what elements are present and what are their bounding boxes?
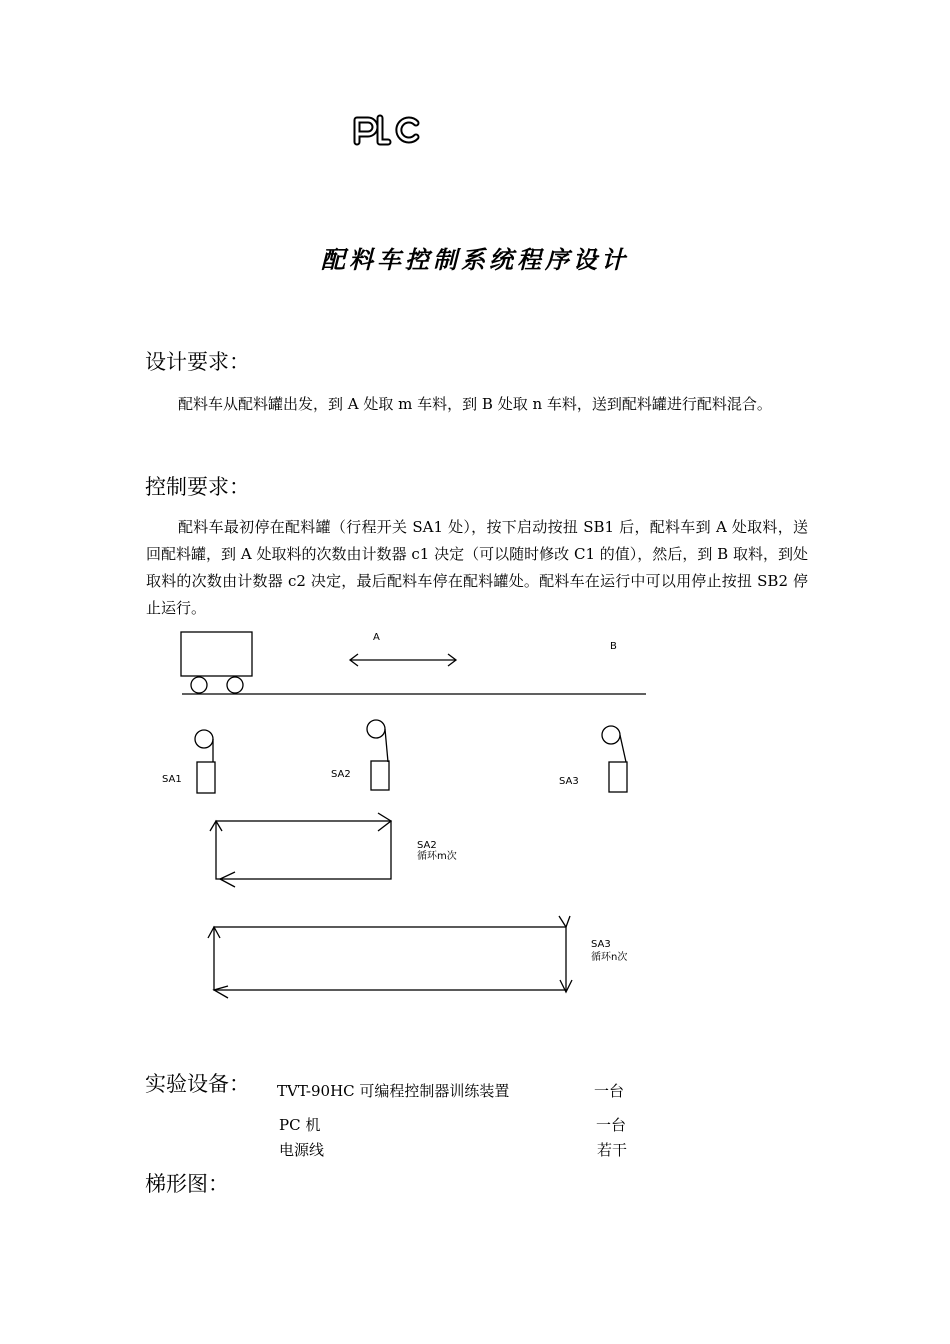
- equipment-item-3-qty: 若干: [597, 1141, 628, 1159]
- loop-m-path: [216, 821, 391, 879]
- equipment-item-2-qty: 一台: [596, 1116, 627, 1134]
- equipment-item-1-name: TVT-90HC 可编程控制器训练装置: [277, 1082, 510, 1100]
- loop-m-text: 循环m次: [417, 851, 457, 862]
- loop-n-text: 循环n次: [591, 952, 628, 963]
- loop-n-path: [214, 927, 566, 990]
- document-title: 配料车控制系统程序设计: [321, 245, 629, 274]
- limit-switch-sa3: [609, 762, 627, 792]
- label-sa2: SA2: [331, 769, 351, 780]
- cart-wheel-left: [191, 677, 207, 693]
- label-a: A: [373, 632, 380, 643]
- ladder-diagram-heading: 梯形图：: [145, 1172, 229, 1196]
- limit-switch-sa1: [197, 762, 215, 793]
- cart-route-diagram: [140, 620, 660, 1014]
- label-sa1: SA1: [162, 774, 182, 785]
- equipment-item-1-qty: 一台: [594, 1082, 625, 1100]
- equipment-item-3-name: 电源线: [279, 1141, 325, 1159]
- label-sa3: SA3: [559, 776, 579, 787]
- cart-body: [181, 632, 252, 676]
- equipment-heading: 实验设备：: [145, 1072, 250, 1096]
- loop-n-switch: SA3: [591, 939, 611, 950]
- design-requirements-text: 配料车从配料罐出发，到 A 处取 m 车料，到 B 处取 n 车料，送到配料罐进行配料混合。: [178, 395, 772, 413]
- control-requirements-heading: 控制要求：: [145, 475, 250, 499]
- control-requirements-text: 配料车最初停在配料罐（行程开关 SA1 处），按下启动按扭 SB1 后，配料车到 A 处取料，送回配料罐，到 A 处取料的次数由计数器 c1 决定（可以随时修改 C1 的值），然后，到 B 取料，到处取料的次数由计数器 c2 决定，最后配料车停在配料罐处。配料车在运行中可以用停止按扭 SB2 停止运行。: [146, 518, 808, 617]
- cart-wheel-right: [227, 677, 243, 693]
- equipment-item-2-name: PC 机: [279, 1116, 321, 1134]
- label-b: B: [610, 641, 617, 652]
- loop-m-switch: SA2: [417, 840, 437, 851]
- limit-switch-sa2: [371, 761, 389, 790]
- design-requirements-heading: 设计要求：: [145, 350, 250, 374]
- plc-logo: [350, 112, 424, 152]
